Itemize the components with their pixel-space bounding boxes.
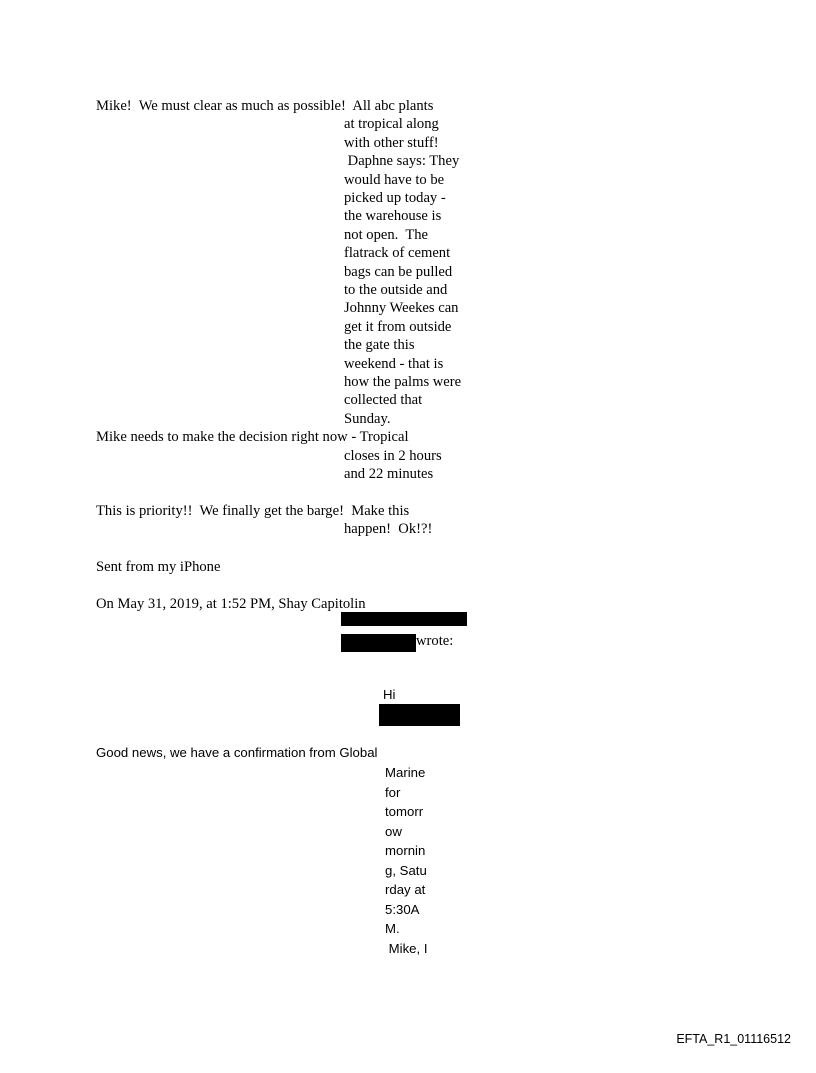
- quoted-wrapped-line: Mike, I: [385, 940, 428, 956]
- message-line: Johnny Weekes can: [344, 300, 459, 317]
- priority-line-2: happen! Ok!?!: [344, 521, 433, 537]
- quoted-wrapped-line: Marine: [385, 765, 426, 780]
- quoted-wrapped-line: ow: [385, 823, 402, 839]
- quoted-wrapped-line: M.: [385, 921, 400, 936]
- message-line: the warehouse is: [344, 208, 442, 225]
- quoted-wrapped-line: tomorr: [385, 804, 424, 819]
- message-line: and 22 minutes: [344, 466, 434, 482]
- quoted-wrapped-line: g, Satu: [385, 862, 427, 878]
- message-line: collected that: [344, 392, 423, 409]
- redaction-email-2: [341, 634, 416, 652]
- message-line: with other stuff!: [344, 134, 439, 151]
- quoted-wrapped-line: rday at: [385, 882, 426, 897]
- message-line: not open. The: [344, 226, 429, 243]
- signature: Sent from my iPhone: [96, 559, 221, 575]
- quote-header: On May 31, 2019, at 1:52 PM, Shay Capitolin: [96, 596, 366, 612]
- message-line: the gate this: [344, 337, 415, 354]
- message-line: picked up today -: [344, 190, 446, 206]
- message-line: flatrack of cement: [344, 245, 451, 262]
- quoted-first-line: Good news, we have a confirmation from Global: [96, 745, 378, 760]
- redaction-email: [341, 612, 467, 626]
- redaction-name: [379, 704, 460, 726]
- bates-number: EFTA_R1_01116512: [676, 1032, 791, 1046]
- message-line: Mike needs to make the decision right now - Tropical: [96, 429, 409, 446]
- quoted-wrapped-line: 5:30A: [385, 901, 420, 917]
- message-line: bags can be pulled: [344, 263, 453, 280]
- priority-line-1: This is priority!! We finally get the barge! Make this: [96, 503, 410, 519]
- message-line: how the palms were: [344, 374, 462, 390]
- message-line: closes in 2 hours: [344, 447, 442, 464]
- greeting: Hi: [383, 687, 396, 702]
- message-line: Sunday.: [344, 410, 391, 427]
- quoted-wrapped-line: mornin: [385, 843, 426, 858]
- message-line: to the outside and: [344, 282, 448, 298]
- message-line: Mike! We must clear as much as possible! All abc plants: [96, 98, 434, 114]
- wrote-label: wrote:: [416, 633, 454, 649]
- message-line: get it from outside: [344, 318, 452, 335]
- message-line: would have to be: [344, 171, 445, 188]
- message-line: at tropical along: [344, 116, 439, 133]
- quoted-wrapped-line: for: [385, 784, 401, 800]
- message-line: Daphne says: They: [344, 153, 460, 170]
- message-line: weekend - that is: [344, 355, 444, 372]
